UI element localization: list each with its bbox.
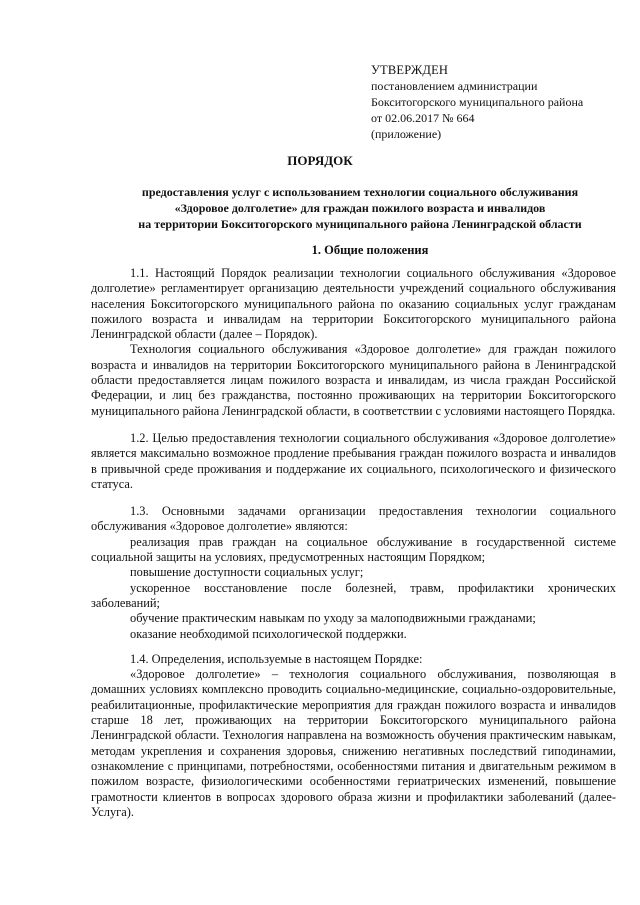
approval-stamp-block bbox=[371, 62, 621, 142]
approval-line: (приложение) bbox=[371, 127, 442, 141]
subtitle-line: на территории Бокситогорского муниципального района Ленинградской области bbox=[138, 217, 582, 231]
paragraph: 1.2. Целью предоставления технологии социального обслуживания «Здоровое долголетие» является максимально возможное продление пребывания граждан пожилого возраста и инвалидов в привычной среде проживания и поддержание их социального, психологического и физического статуса. bbox=[91, 430, 616, 491]
paragraph: «Здоровое долголетие» – технология социального обслуживания, позволяющая в домашних условиях комплексно проводить социально-медицинские, социально-оздоровительные, реабилитационные, профилактические мероприятия для граждан пожилого возраста и инвалидов старше 18 лет, проживающих на территории Бокситогорского муниципального района Ленинградской области. Технология направлена на возможность обучения практическим навыкам, методам укрепления и сохранения здоровья, снижению негативных последствий гиподинамии, ознакомление с принципами, потребностями, особенностями питания и двигательным режимом в пожилом возрасте, физиологическими особенностями гериатрических изменений, повышение грамотности клиентов в вопросах здорового образа жизни и профилактики заболеваний (далее-Услуга). bbox=[91, 667, 616, 819]
paragraph: 1.4. Определения, используемые в настоящем Порядке: bbox=[130, 651, 423, 666]
subtitle-line: предоставления услуг с использованием технологии социального обслуживания bbox=[141, 185, 579, 199]
document-title: ПОРЯДОК bbox=[287, 153, 353, 168]
paragraph: Технология социального обслуживания «Здоровое долголетие» для граждан пожилого возраста и инвалидов на территории Бокситогорского муниципального района в Ленинградской области предоставляется лицам пожилого возраста и инвалидам, из числа граждан Российской Федерации, и лиц без гражданства, постоянно проживающих на территории Бокситогорского муниципального района Ленинградской области, в соответствии с условиями настоящего Порядка. bbox=[91, 342, 616, 418]
list-item: реализация прав граждан на социальное обслуживание в государственной системе социальной защиты на условиях, предусмотренных настоящим Порядком; bbox=[91, 534, 616, 565]
list-item: оказание необходимой психологической поддержки. bbox=[130, 626, 407, 641]
list-item: ускоренное восстановление после болезней, травм, профилактики хронических заболеваний; bbox=[91, 580, 616, 610]
paragraph: 1.3. Основными задачами организации предоставления технологии социального обслуживания «Здоровое долголетие» являются: bbox=[91, 504, 616, 534]
approval-line: от 02.06.2017 № 664 bbox=[371, 111, 475, 125]
approval-line: Бокситогорского муниципального района bbox=[371, 95, 584, 109]
approval-line: постановлением администрации bbox=[371, 79, 538, 93]
section-heading: 1. Общие положения bbox=[311, 243, 429, 257]
paragraph: 1.1. Настоящий Порядок реализации технологии социального обслуживания «Здоровое долголетие» регламентирует организацию деятельности учреждений социального обслуживания населения Бокситогорского муниципального района по оказанию социальных услуг гражданам пожилого возраста и инвалидам на территории Бокситогорского муниципального района Ленинградской области (далее – Порядок). bbox=[91, 266, 616, 342]
document-subtitle bbox=[100, 184, 620, 232]
list-item: обучение практическим навыкам по уходу за малоподвижными гражданами; bbox=[130, 611, 536, 626]
approval-heading: УТВЕРЖДЕН bbox=[371, 63, 449, 77]
subtitle-line: «Здоровое долголетие» для граждан пожилого возраста и инвалидов bbox=[174, 201, 546, 215]
document-body bbox=[91, 266, 616, 820]
list-item: повышение доступности социальных услуг; bbox=[130, 565, 364, 580]
